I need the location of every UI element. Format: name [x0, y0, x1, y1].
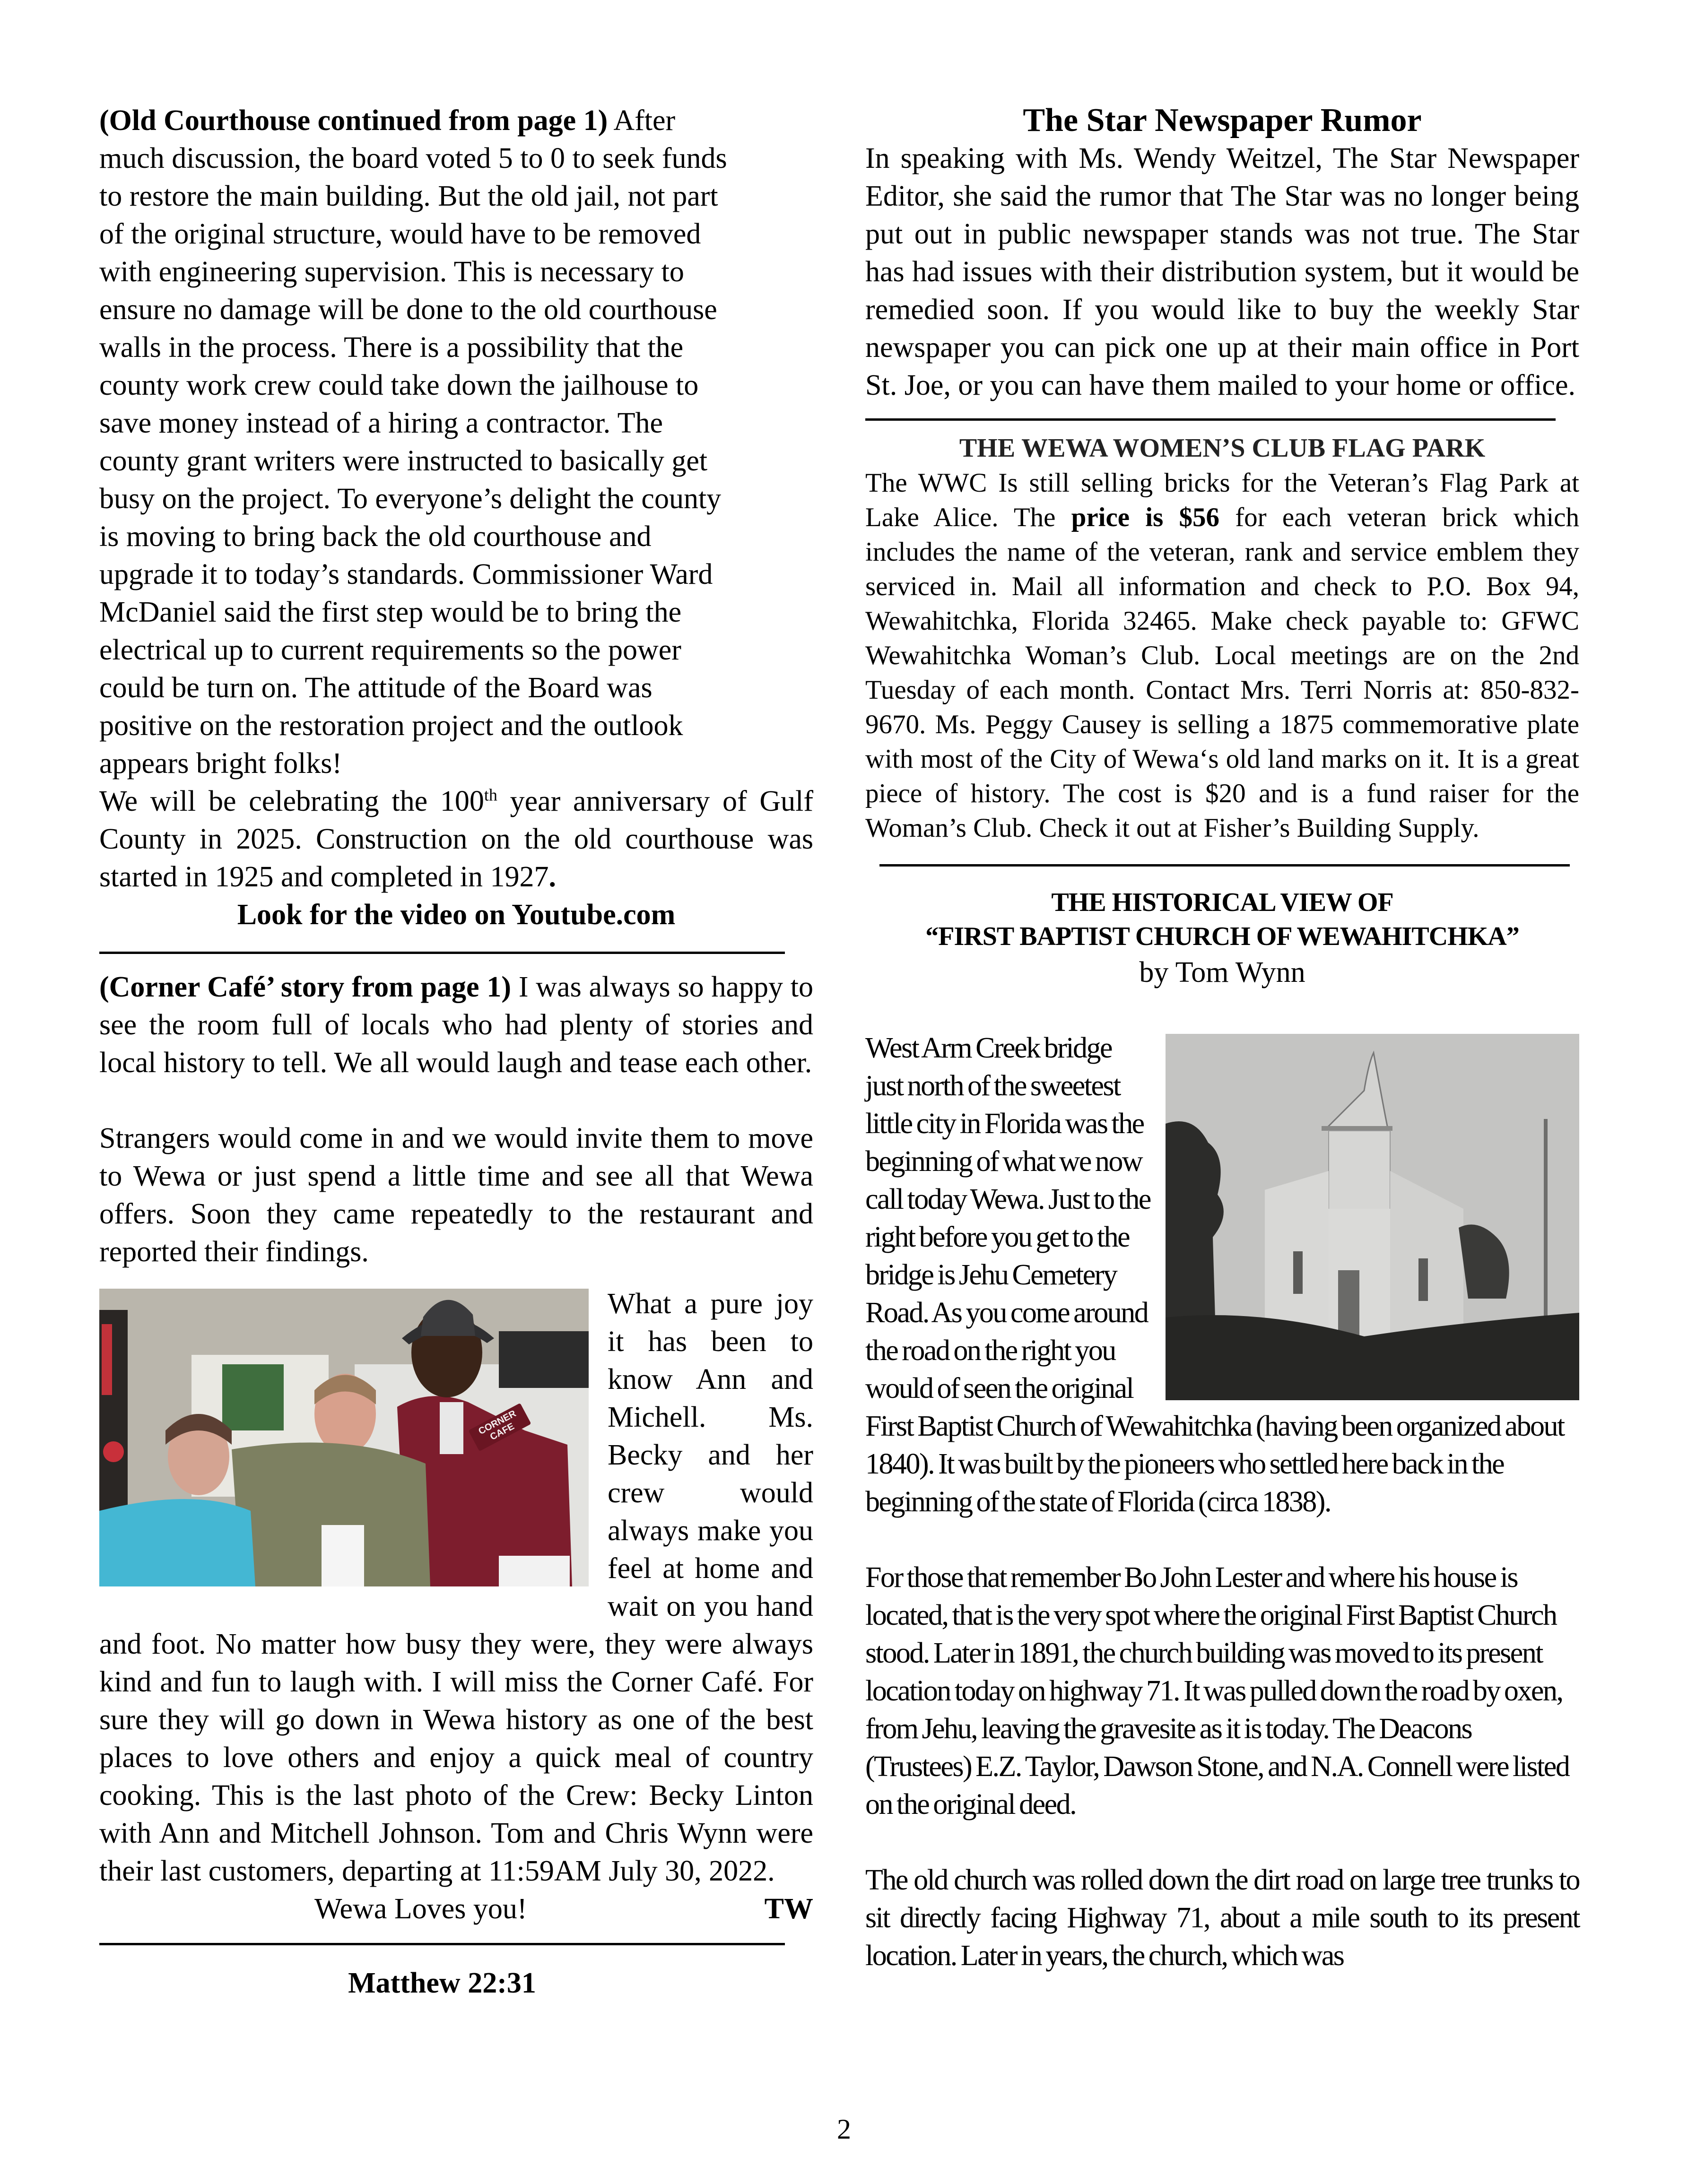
church-article — [865, 885, 1579, 1975]
church-photo-illustration — [1166, 1034, 1579, 1400]
courthouse-line: is moving to bring back the old courthouse and — [99, 520, 652, 553]
cafe-para2: Strangers would come in and we would invite them to move to Wewa or just spend a little time and see all that Wewa offers. Soon they came repeatedly to the restaurant and reported their findings. — [99, 1122, 813, 1268]
wwc-article — [865, 431, 1579, 845]
church-title-line2: “FIRST BAPTIST CHURCH OF WEWAHITCHKA” — [925, 922, 1519, 951]
courthouse-line: upgrade it to today’s standards. Commissioner Ward — [99, 558, 713, 590]
corner-cafe-article — [99, 968, 813, 1928]
courthouse-line: much discussion, the board voted 5 to 0 to seek funds — [99, 142, 727, 174]
right-column — [865, 102, 1579, 1975]
crew-photo-illustration — [99, 1289, 589, 1586]
wwc-title: THE WEWA WOMEN’S CLUB FLAG PARK — [959, 433, 1486, 463]
anniversary-text: We will be celebrating the 100 — [99, 785, 484, 817]
church-para3: The old church was rolled down the dirt road on large tree trunks to sit directly facing Highway 71, about a mile south to its present location. Later in years, the church, which was — [865, 1864, 1579, 1972]
cafe-para1: I was always so happy to see the room full of locals who had plenty of stories and local history to tell. We all would laugh and tease each other. — [99, 971, 813, 1079]
star-article — [865, 102, 1579, 404]
left-column — [99, 102, 813, 2002]
courthouse-line: After — [608, 104, 676, 137]
church-title-line1: THE HISTORICAL VIEW OF — [1051, 888, 1393, 917]
courthouse-line: walls in the process. There is a possibility that the — [99, 331, 684, 364]
church-para1: West Arm Creek bridge just north of the sweetest little city in Florida was the beginning of what we now call today Wewa. Just to the right before you get to the bridge is Jehu Cemetery Road. As you come around the road on the right you would of seen the original First Baptist Church of Wewahitchka (having been organized about 1840). It was built by the pioneers who settled here back in the beginning of the state of Florida (circa 1838). — [865, 1032, 1564, 1518]
courthouse-line: appears bright folks! — [99, 747, 342, 780]
crew-photo — [99, 1289, 589, 1586]
star-title: The Star Newspaper Rumor — [1023, 102, 1422, 139]
courthouse-line: county grant writers were instructed to basically get — [99, 445, 708, 477]
shirt-logo-text: CORNER CAFE — [469, 1403, 531, 1451]
divider — [879, 864, 1570, 867]
author-initials: TW — [764, 1893, 813, 1925]
cafe-signoff-row — [99, 1890, 813, 1928]
courthouse-line: county work crew could take down the jailhouse to — [99, 369, 699, 401]
star-body: In speaking with Ms. Wendy Weitzel, The Star Newspaper Editor, she said the rumor that The Star was no longer being put out in public newspaper stands was not true. The Star has had issues with their distribution system, but it would be remedied soon. If you would like to buy the weekly Star newspaper you can pick one up at their main office in Port St. Joe, or you can have them mailed to your home or office. — [865, 142, 1579, 401]
cafe-para3: What a pure joy it has been to know Ann and Michell. Ms. Becky and her crew would always make you feel at home and wait on you hand and foot. No matter how busy they were, they were always kind and fun to laugh with. I will miss the Corner Café. For sure they will go down in Wewa history as one of the best places to love others and enjoy a quick meal of country cooking. This is the last photo of the Crew: Becky Linton with Ann and Mitchell Johnson. Tom and Chris Wynn were their last customers, departing at 11:59AM July 30, 2022. — [99, 1288, 813, 1887]
wwc-body-cont: for each veteran brick which includes the name of the veteran, rank and service emblem they serviced in. Mail all information and check to P.O. Box 94, Wewahitchka, Florida 32465. Make check payable to: GFWC Wewahitchka Woman’s Club. Local meetings are on the 2nd Tuesday of each month. Contact Mrs. Terri Norris at: 850-832-9670. Ms. Peggy Causey is selling a 1875 commemorative plate with most of the City of Wewa‘s old land marks on it. It is a great piece of history. The cost is $20 and is a fund raiser for the Woman’s Club. Check it out at Fisher’s Building Supply. — [865, 503, 1579, 843]
divider — [99, 1943, 785, 1945]
page-number: 2 — [837, 2114, 851, 2145]
courthouse-line: to restore the main building. But the old jail, not part — [99, 180, 718, 212]
wwc-price: price is $56 — [1071, 503, 1219, 532]
courthouse-line: of the original structure, would have to be removed — [99, 218, 701, 250]
video-note: Look for the video on Youtube.com — [237, 899, 676, 931]
anniversary-paragraph — [99, 782, 813, 896]
bible-verse: Matthew 22:31 — [348, 1967, 536, 1999]
divider — [99, 952, 785, 954]
church-photo — [1166, 1034, 1579, 1400]
divider — [865, 418, 1556, 421]
anniversary-period: . — [548, 861, 556, 893]
courthouse-line: ensure no damage will be done to the old courthouse — [99, 294, 717, 326]
courthouse-line: save money instead of a hiring a contractor. The — [99, 407, 663, 439]
signoff: Wewa Loves you! — [314, 1893, 527, 1925]
courthouse-line: McDaniel said the first step would be to bring the — [99, 596, 682, 628]
church-byline: by Tom Wynn — [1139, 956, 1305, 988]
church-para2: For those that remember Bo John Lester and where his house is located, that is the very spot where the original First Baptist Church stood. Later in 1891, the church building was moved to its present location today on highway 71. It was pulled down the road by oxen, from Jehu, leaving the gravesite as it is today. The Deacons (Trustees) E.Z. Taylor, Dawson Stone, and N.A. Connell were listed on the original deed. — [865, 1561, 1569, 1820]
wwc-body: The WWC Is still selling bricks for the Veteran’s Flag Park at Lake Alice. The — [865, 468, 1579, 532]
cafe-lead: (Corner Café’ story from page 1) — [99, 971, 512, 1003]
courthouse-line: could be turn on. The attitude of the Board was — [99, 672, 653, 704]
courthouse-line: electrical up to current requirements so the power — [99, 634, 681, 666]
anniversary-text-cont: year anniversary of Gulf County in 2025. Construction on the old courthouse was started in 1925 and completed in 1927 — [99, 785, 813, 893]
ordinal-suffix: th — [484, 785, 497, 805]
courthouse-line: with engineering supervision. This is necessary to — [99, 256, 684, 288]
courthouse-lead: (Old Courthouse continued from page 1) — [99, 104, 608, 137]
courthouse-line: busy on the project. To everyone’s delight the county — [99, 483, 722, 515]
courthouse-article — [99, 102, 813, 934]
courthouse-line: positive on the restoration project and the outlook — [99, 710, 683, 742]
